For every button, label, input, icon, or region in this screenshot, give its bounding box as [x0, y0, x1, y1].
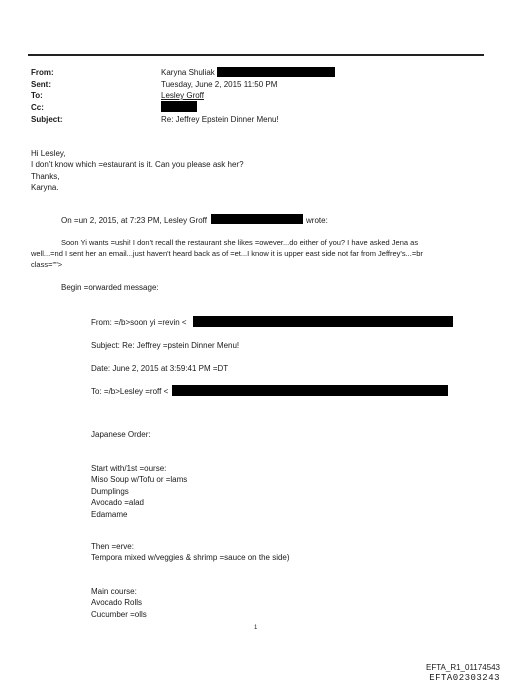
- footer-id-secondary: EFTA02303243: [429, 673, 500, 683]
- list-item: Miso Soup w/Tofu or =lams: [91, 475, 188, 485]
- redaction-box: [211, 214, 303, 224]
- from-label: From:: [31, 68, 54, 77]
- header-rule: [28, 54, 484, 56]
- list-item: Then =erve:: [91, 542, 134, 551]
- fwd-to: To: =/b>Lesley =roff <: [91, 387, 169, 396]
- redaction-box: [161, 101, 197, 112]
- from-value: Karyna Shuliak: [161, 68, 215, 77]
- reply-line: I don't know which =estaurant is it. Can you please ask her?: [31, 160, 244, 170]
- redaction-box: [172, 385, 448, 396]
- page-number: 1: [254, 625, 258, 631]
- list-item: Main course:: [91, 587, 137, 596]
- list-item: Avocado =alad: [91, 498, 145, 508]
- reply-line: Karyna.: [31, 183, 59, 193]
- cc-label: Cc:: [31, 103, 44, 112]
- main-course-list: [91, 586, 147, 620]
- japanese-order: Japanese Order:: [91, 430, 151, 439]
- reply-line: Hi Lesley,: [31, 149, 66, 158]
- sent-value: Tuesday, June 2, 2015 11:50 PM: [161, 80, 278, 89]
- begin-forwarded: Begin =orwarded message:: [61, 283, 159, 292]
- reply-body: [31, 148, 244, 194]
- list-item: Start with/1st =ourse:: [91, 464, 167, 473]
- fwd-date: Date: June 2, 2015 at 3:59:41 PM =DT: [91, 364, 229, 373]
- subject-label: Subject:: [31, 115, 63, 124]
- quote-line: Soon Yi wants =ushi! I don't recall the restaurant she likes =owever...do either of you? I have asked Jena as: [61, 238, 419, 247]
- sent-label: Sent:: [31, 80, 51, 89]
- to-label: To:: [31, 91, 43, 100]
- quote-intro-wrote: wrote:: [306, 216, 328, 225]
- list-item: Edamame: [91, 509, 128, 519]
- quote-intro: On =un 2, 2015, at 7:23 PM, Lesley Groff: [61, 216, 207, 225]
- reply-line: Thanks,: [31, 171, 60, 181]
- then-serve-list: [91, 541, 290, 564]
- fwd-from: From: =/b>soon yi =revin <: [91, 318, 187, 327]
- redaction-box: [193, 316, 453, 327]
- fwd-subject: Subject: Re: Jeffrey =pstein Dinner Menu!: [91, 341, 240, 350]
- quote-line: well...=nd I sent her an email...just haven't heard back as of =et...I know it is upper east side not far from Jeffrey's...=br: [31, 249, 423, 258]
- list-item: Dumplings: [91, 486, 129, 496]
- redaction-box: [217, 67, 335, 77]
- quote-line: class="">: [31, 260, 63, 269]
- list-item: Cucumber =olls: [91, 609, 147, 619]
- list-item: Avocado Rolls: [91, 598, 142, 608]
- list-item: Tempora mixed w/veggies & shrimp =sauce on the side): [91, 553, 290, 563]
- start-course-list: [91, 463, 187, 520]
- subject-value: Re: Jeffrey Epstein Dinner Menu!: [161, 115, 279, 124]
- footer-id-primary: EFTA_R1_01174543: [426, 663, 500, 672]
- to-value: Lesley Groff: [161, 91, 204, 100]
